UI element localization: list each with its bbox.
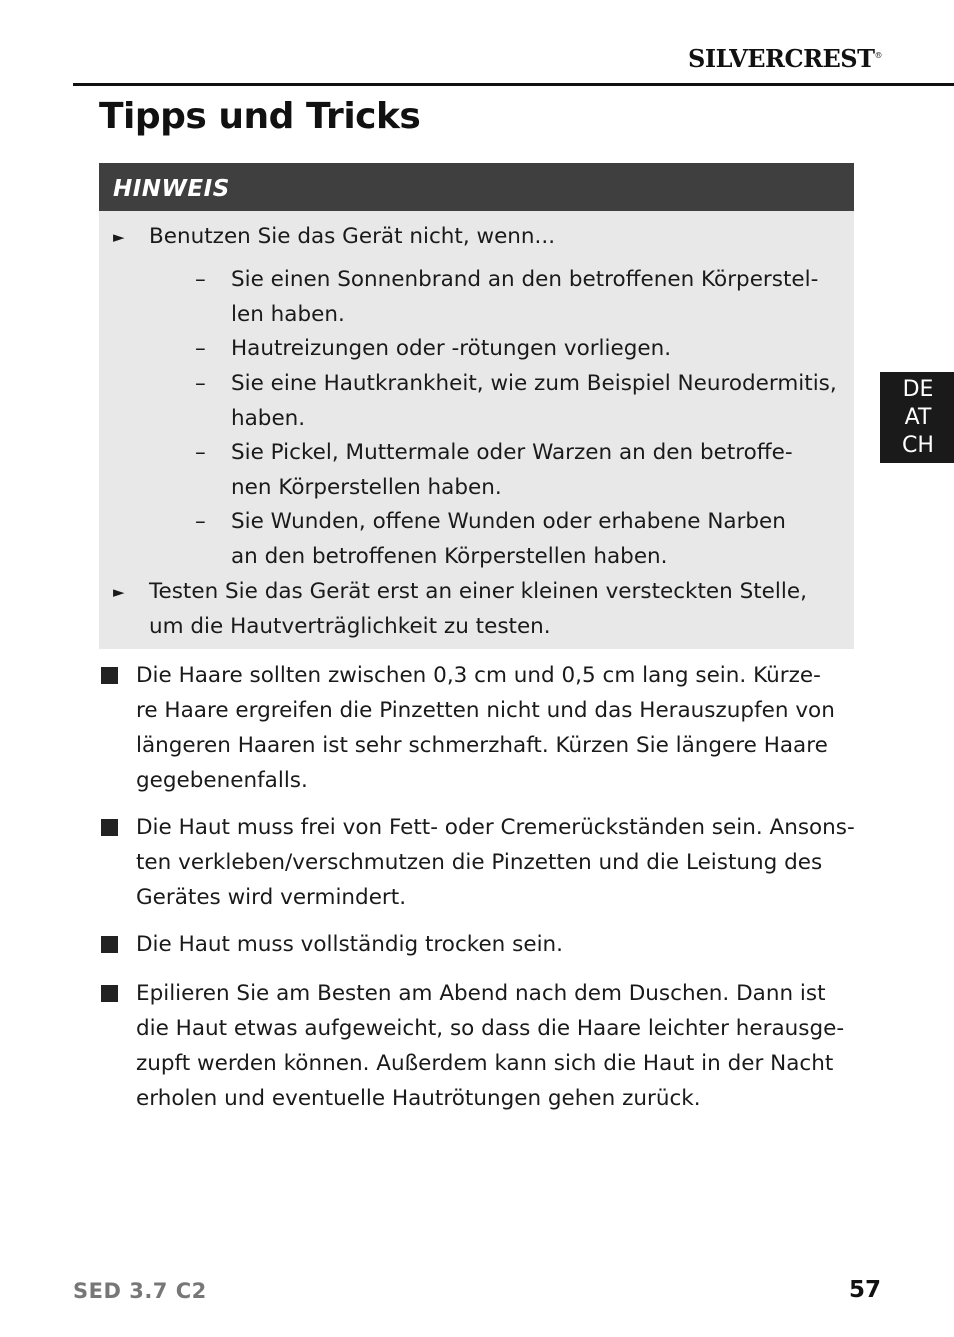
page-title: Tipps und Tricks [99, 96, 421, 137]
list-item-text: Die Haut muss vollständig trocken sein. [136, 932, 563, 957]
dash-icon: – [195, 267, 206, 292]
brand-logo [688, 44, 882, 73]
notice-sub-text: Sie Wunden, offene Wunden oder erhabene Narben an den betroffenen Körperstellen haben. [231, 509, 786, 569]
square-bullet-icon [101, 985, 118, 1002]
square-bullet-icon [101, 936, 118, 953]
language-code: AT [904, 405, 932, 430]
notice-arrow-text: Benutzen Sie das Gerät nicht, wenn... [149, 224, 556, 249]
brand-name: SILVERCREST [688, 44, 875, 73]
dash-icon: – [195, 440, 206, 465]
footer-model: SED 3.7 C2 [73, 1279, 207, 1303]
language-code: DE [902, 377, 934, 402]
notice-heading: HINWEIS [99, 163, 854, 211]
dash-icon: – [195, 336, 206, 361]
notice-box [99, 163, 854, 649]
page-number: 57 [849, 1277, 882, 1303]
language-code: CH [902, 433, 934, 458]
notice-sub-text: Sie einen Sonnenbrand an den betroffenen Körperstel- len haben. [231, 267, 819, 327]
dash-icon: – [195, 509, 206, 534]
arrow-right-icon: ► [113, 583, 125, 601]
header-rule [73, 83, 954, 86]
list-item-text: Die Haut muss frei von Fett- oder Cremerückständen sein. Ansons- ten verkleben/verschmutzen die Pinzetten und die Leistung des Gerätes wird vermindert. [136, 815, 855, 910]
list-item-text: Die Haare sollten zwischen 0,3 cm und 0,5 cm lang sein. Kürze- re Haare ergreifen die Pinzetten nicht und das Herauszupfen von längeren Haaren ist sehr schmerzhaft. Kürzen Sie längere Haare gegebenenfalls. [136, 663, 835, 793]
square-bullet-icon [101, 819, 118, 836]
list-item-text: Epilieren Sie am Besten am Abend nach dem Duschen. Dann ist die Haut etwas aufgeweicht, so dass die Haare leichter herausge- zupft werden können. Außerdem kann sich die Haut in der Nacht erholen und eventuelle Hautrötungen gehen zurück. [136, 981, 845, 1111]
registered-mark: ® [874, 51, 882, 60]
notice-sub-text: Sie eine Hautkrankheit, wie zum Beispiel Neurodermitis, haben. [231, 371, 837, 431]
notice-arrow-text: Testen Sie das Gerät erst an einer kleinen versteckten Stelle, um die Hautverträglichkeit zu testen. [149, 579, 807, 639]
square-bullet-icon [101, 667, 118, 684]
arrow-right-icon: ► [113, 228, 125, 246]
notice-sub-text: Hautreizungen oder -rötungen vorliegen. [231, 336, 672, 361]
language-tab [880, 372, 954, 463]
notice-sub-text: Sie Pickel, Muttermale oder Warzen an den betroffe- nen Körperstellen haben. [231, 440, 793, 500]
dash-icon: – [195, 371, 206, 396]
